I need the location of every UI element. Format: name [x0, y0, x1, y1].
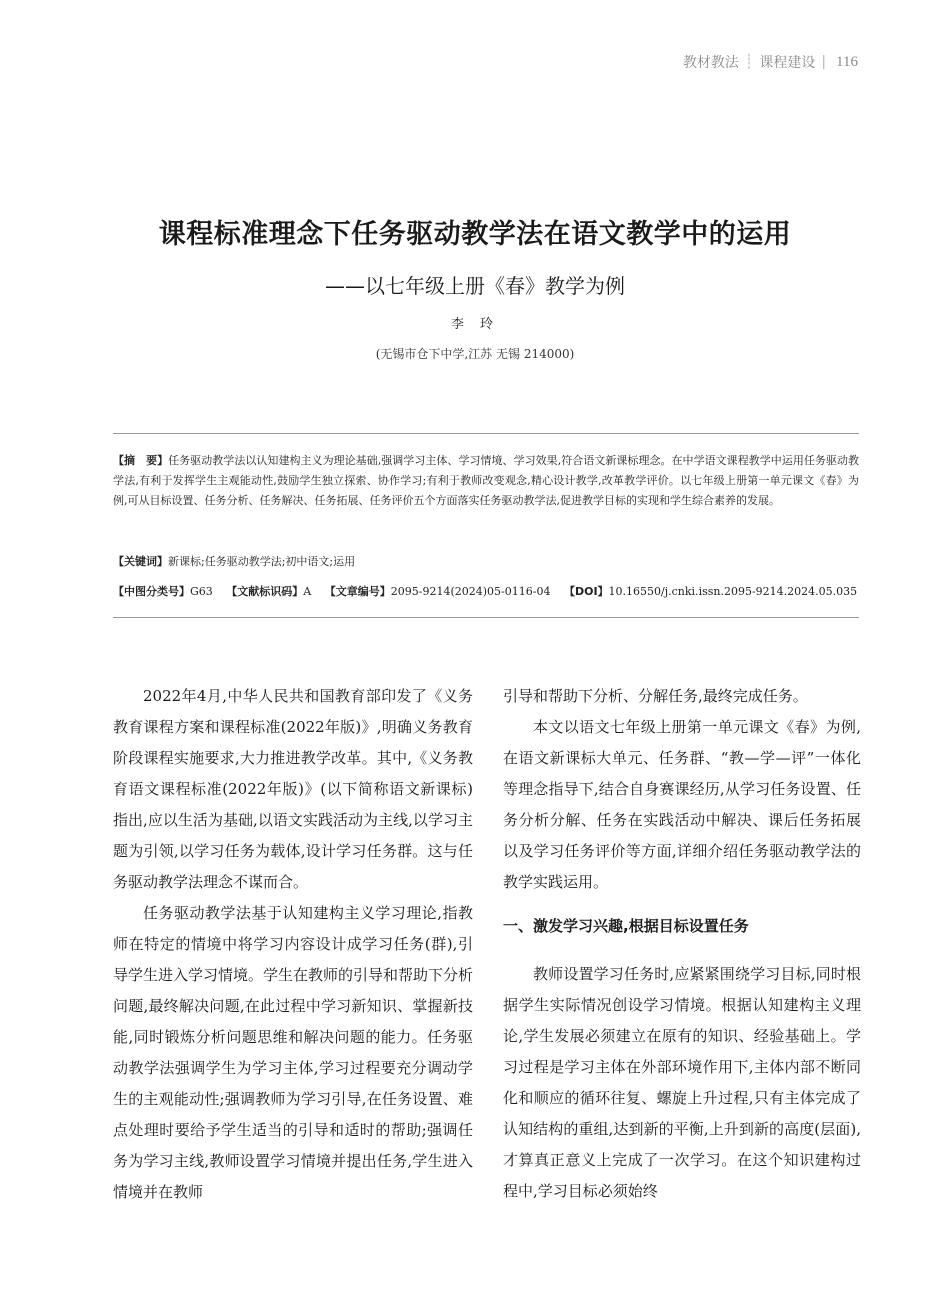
clc-item — [113, 585, 213, 598]
abstract — [113, 451, 859, 511]
article-title: 课程标准理念下任务驱动教学法在语文教学中的运用 — [158, 219, 792, 250]
body-column-left — [113, 681, 473, 1208]
article-metadata — [113, 583, 873, 599]
body-paragraph-continuation: 引导和帮助下分析、分解任务,最终完成任务。 — [503, 687, 808, 705]
article-no-item — [325, 585, 551, 598]
body-paragraph: 本文以语文七年级上册第一单元课文《春》为例,在语文新课标大单元、任务群、“教—学—评”一体化等理念指导下,结合自身赛课经历,从学习任务设置、任务分析分解、任务在实践活动中解决、课后任务拓展以及学习任务评价等方面,详细介绍任务驱动教学法的教学实践运用。 — [503, 718, 861, 891]
article-no-value: 2095-9214(2024)05-0116-04 — [390, 585, 551, 598]
keywords-label: 【关键词】 — [113, 555, 168, 568]
header-subsection: 课程建设 — [759, 55, 816, 71]
author-name: 李 玲 — [450, 317, 500, 332]
header-section: 教材教法 — [682, 55, 739, 71]
page-number: 116 — [836, 53, 858, 70]
keywords-text: 新课标;任务驱动教学法;初中语文;运用 — [168, 555, 356, 568]
running-header — [683, 52, 858, 72]
doi-item — [564, 585, 857, 598]
body-paragraph: 任务驱动教学法基于认知建构主义学习理论,指教师在特定的情境中将学习内容设计成学习任务(群),引导学生进入学习情境。学生在教师的引导和帮助下分析问题,最终解决问题,在此过程中学习新知识、掌握新技能,同时锻炼分析问题思维和解决问题的能力。任务驱动教学法强调学生为学习主体,学习过程要充分调动学生的主观能动性;强调教师为学习引导,在任务设置、难点处理时要给予学生适当的引导和适时的帮助;强调任务为学习主线,教师设置学习情境并提出任务,学生进入情境并在教师 — [113, 904, 474, 1201]
abstract-text: 任务驱动教学法以认知建构主义为理论基础,强调学习主体、学习情境、学习效果,符合语文新课标理念。在中学语文课程教学中运用任务驱动教学法,有利于发挥学生主观能动性,鼓励学生独立探索、协作学习;有利于教师改变观念,精心设计教学,改革教学评价。以七年级上册第一单元课文《春》为例,可从目标设置、任务分析、任务解决、任务拓展、任务评价五个方面落实任务驱动教学法,促进教学目标的实现和学生综合素养的发展。 — [113, 454, 859, 507]
abstract-label: 【摘 要】 — [113, 454, 169, 467]
doi-label: 【DOI】 — [563, 585, 609, 598]
article-no-label: 【文章编号】 — [324, 585, 391, 598]
abstract-bottom-rule — [113, 617, 859, 618]
clc-label: 【中图分类号】 — [113, 585, 190, 598]
doi-value: 10.16550/j.cnki.issn.2095-9214.2024.05.035 — [608, 585, 858, 598]
header-divider-2: | — [821, 54, 827, 70]
author-affiliation: (无锡市仓下中学,江苏 无锡 214000) — [375, 347, 575, 361]
doc-code-label: 【文献标识码】 — [226, 585, 304, 598]
body-paragraph: 2022年4月,中华人民共和国教育部印发了《义务教育课程方案和课程标准(2022年版)》,明确义务教育阶段课程实施要求,大力推进教学改革。其中,《义务教育语文课程标准(2022年版)》(以下简称语文新课标)指出,应以生活为基础,以语文实践活动为主线,以学习主题为引领,以学习任务为载体,设计学习任务群。这与任务驱动教学法理念不谋而合。 — [113, 687, 473, 891]
body-paragraph: 教师设置学习任务时,应紧紧围绕学习目标,同时根据学生实际情况创设学习情境。根据认知建构主义理论,学生发展必须建立在原有的知识、经验基础上。学习过程是学习主体在外部环境作用下,主体内部不断同化和顺应的循环往复、螺旋上升过程,只有主体完成了认知结构的重组,达到新的平衡,上升到新的高度(层面),才算真正意义上完成了一次学习。在这个知识建构过程中,学习目标必须始终 — [503, 965, 861, 1200]
abstract-top-rule — [113, 433, 859, 434]
keywords — [113, 553, 859, 569]
section-heading: 一、激发学习兴趣,根据目标设置任务 — [503, 917, 749, 935]
doc-code-item — [226, 585, 311, 598]
article-subtitle: ——以七年级上册《春》教学为例 — [325, 274, 625, 298]
doc-code-value: A — [303, 585, 312, 598]
header-divider: ┊ — [744, 54, 754, 70]
clc-value: G63 — [190, 585, 213, 598]
body-column-right — [503, 681, 861, 1207]
